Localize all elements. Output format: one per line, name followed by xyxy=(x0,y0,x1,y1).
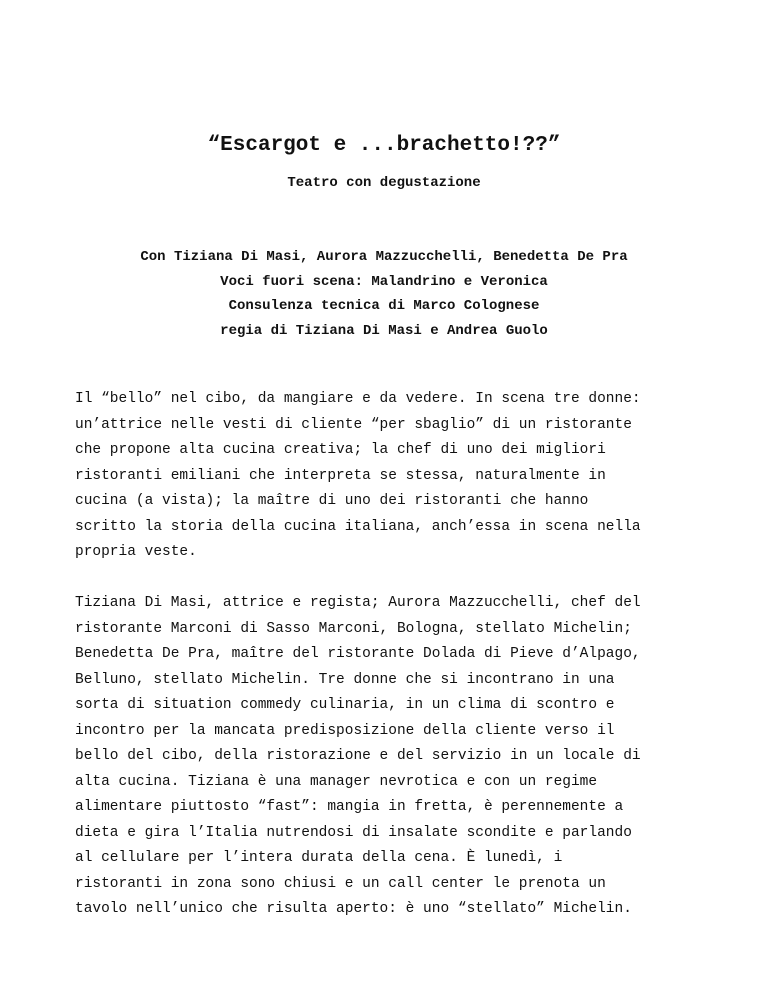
paragraph-line: al cellulare per l’intera durata della cena. È lunedì, i xyxy=(75,850,563,866)
credit-line-cast: Con Tiziana Di Masi, Aurora Mazzucchelli, Benedetta De Pra xyxy=(140,249,628,265)
paragraph-line: cucina (a vista); la maître di uno dei ristoranti che hanno xyxy=(75,493,589,509)
paragraph-line: Il “bello” nel cibo, da mangiare e da vedere. In scena tre donne: xyxy=(75,391,641,407)
paragraph-line: sorta di situation commedy culinaria, in un clima di scontro e xyxy=(75,697,615,713)
paragraph-line: che propone alta cucina creativa; la chef di uno dei migliori xyxy=(75,442,606,458)
document-subtitle: Teatro con degustazione xyxy=(287,175,481,191)
paragraph-line: alimentare piuttosto “fast”: mangia in fretta, è perennemente a xyxy=(75,799,624,815)
credits-block xyxy=(0,245,768,343)
paragraph-line: un’attrice nelle vesti di cliente “per sbaglio” di un ristorante xyxy=(75,416,632,433)
paragraph-line: ristorante Marconi di Sasso Marconi, Bologna, stellato Michelin; xyxy=(75,620,632,637)
paragraph-intro xyxy=(75,387,695,566)
paragraph-line: ristoranti emiliani che interpreta se stessa, naturalmente in xyxy=(75,467,606,484)
paragraph-line: ristoranti in zona sono chiusi e un call center le prenota un xyxy=(75,875,606,892)
paragraph-line: Belluno, stellato Michelin. Tre donne che si incontrano in una xyxy=(75,671,615,688)
paragraph-line: dieta e gira l’Italia nutrendosi di insalate scondite e parlando xyxy=(75,824,632,841)
paragraph-line: bello del cibo, della ristorazione e del servizio in un locale di xyxy=(75,748,641,764)
credit-line-consultancy: Consulenza tecnica di Marco Colognese xyxy=(228,298,540,315)
paragraph-line: tavolo nell’unico che risulta aperto: è uno “stellato” Michelin. xyxy=(75,901,632,917)
paragraph-line: scritto la storia della cucina italiana, anch’essa in scena nella xyxy=(75,518,641,535)
paragraph-line: Tiziana Di Masi, attrice e regista; Aurora Mazzucchelli, chef del xyxy=(75,595,641,611)
credit-line-direction: regia di Tiziana Di Masi e Andrea Guolo xyxy=(220,322,548,339)
paragraph-line: alta cucina. Tiziana è una manager nevrotica e con un regime xyxy=(75,773,598,790)
paragraph-cast-description xyxy=(75,591,695,923)
document-title: “Escargot e ...brachetto!??” xyxy=(207,134,561,157)
paragraph-line: propria veste. xyxy=(75,544,197,560)
paragraph-line: incontro per la mancata predisposizione della cliente verso il xyxy=(75,722,615,739)
paragraph-line: Benedetta De Pra, maître del ristorante Dolada di Pieve d’Alpago, xyxy=(75,646,641,662)
credit-line-voices: Voci fuori scena: Malandrino e Veronica xyxy=(220,273,548,290)
